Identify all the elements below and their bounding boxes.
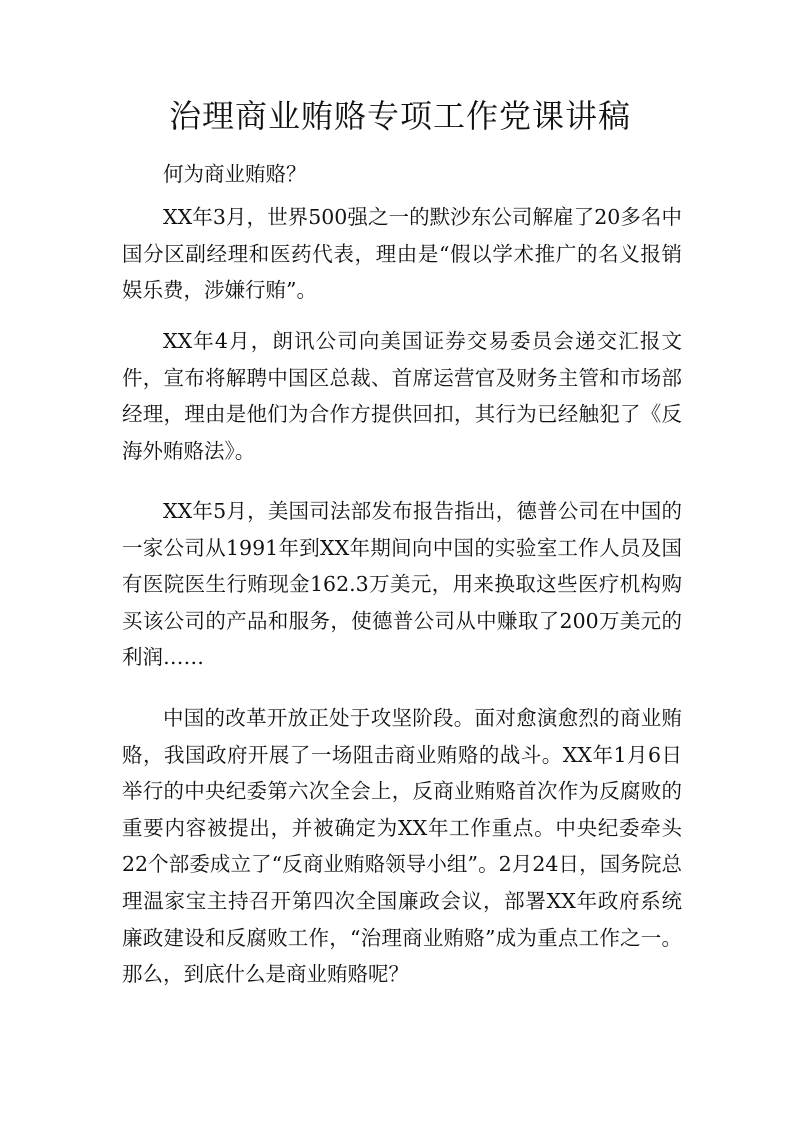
document-title: 治理商业贿赂专项工作党课讲稿	[168, 97, 631, 135]
paragraph-msd-case: XX年3月，世界500强之一的默沙东公司解雇了20多名中国分区副经理和医药代表，理由是“假以学术推广的名义报销娱乐费，涉嫌行贿”。	[122, 205, 682, 303]
paragraph-dpc-case: XX年5月，美国司法部发布报告指出，德普公司在中国的一家公司从1991年到XX年期间向中国的实验室工作人员及国有医院医生行贿现金162.3万美元，用来换取这些医疗机构购买该公司的产品和服务，使德普公司从中赚取了200万美元的利润……	[122, 499, 682, 670]
paragraph-lucent-case: XX年4月，朗讯公司向美国证券交易委员会递交汇报文件，宣布将解聘中国区总裁、首席运营官及财务主管和市场部经理，理由是他们为合作方提供回扣，其行为已经触犯了《反海外贿赂法》。	[122, 329, 682, 463]
paragraph-question: 何为商业贿赂？	[163, 162, 307, 186]
paragraph-government-response: 中国的改革开放正处于攻坚阶段。面对愈演愈烈的商业贿赂，我国政府开展了一场阻击商业贿赂的战斗。XX年1月6日举行的中央纪委第六次全会上，反商业贿赂首次作为反腐败的重要内容被提出，并被确定为XX年工作重点。中央纪委牵头22个部委成立了“反商业贿赂领导小组”。2月24日，国务院总理温家宝主持召开第四次全国廉政会议，部署XX年政府系统廉政建设和反腐败工作，“治理商业贿赂”成为重点工作之一。那么，到底什么是商业贿赂呢？	[122, 706, 682, 987]
